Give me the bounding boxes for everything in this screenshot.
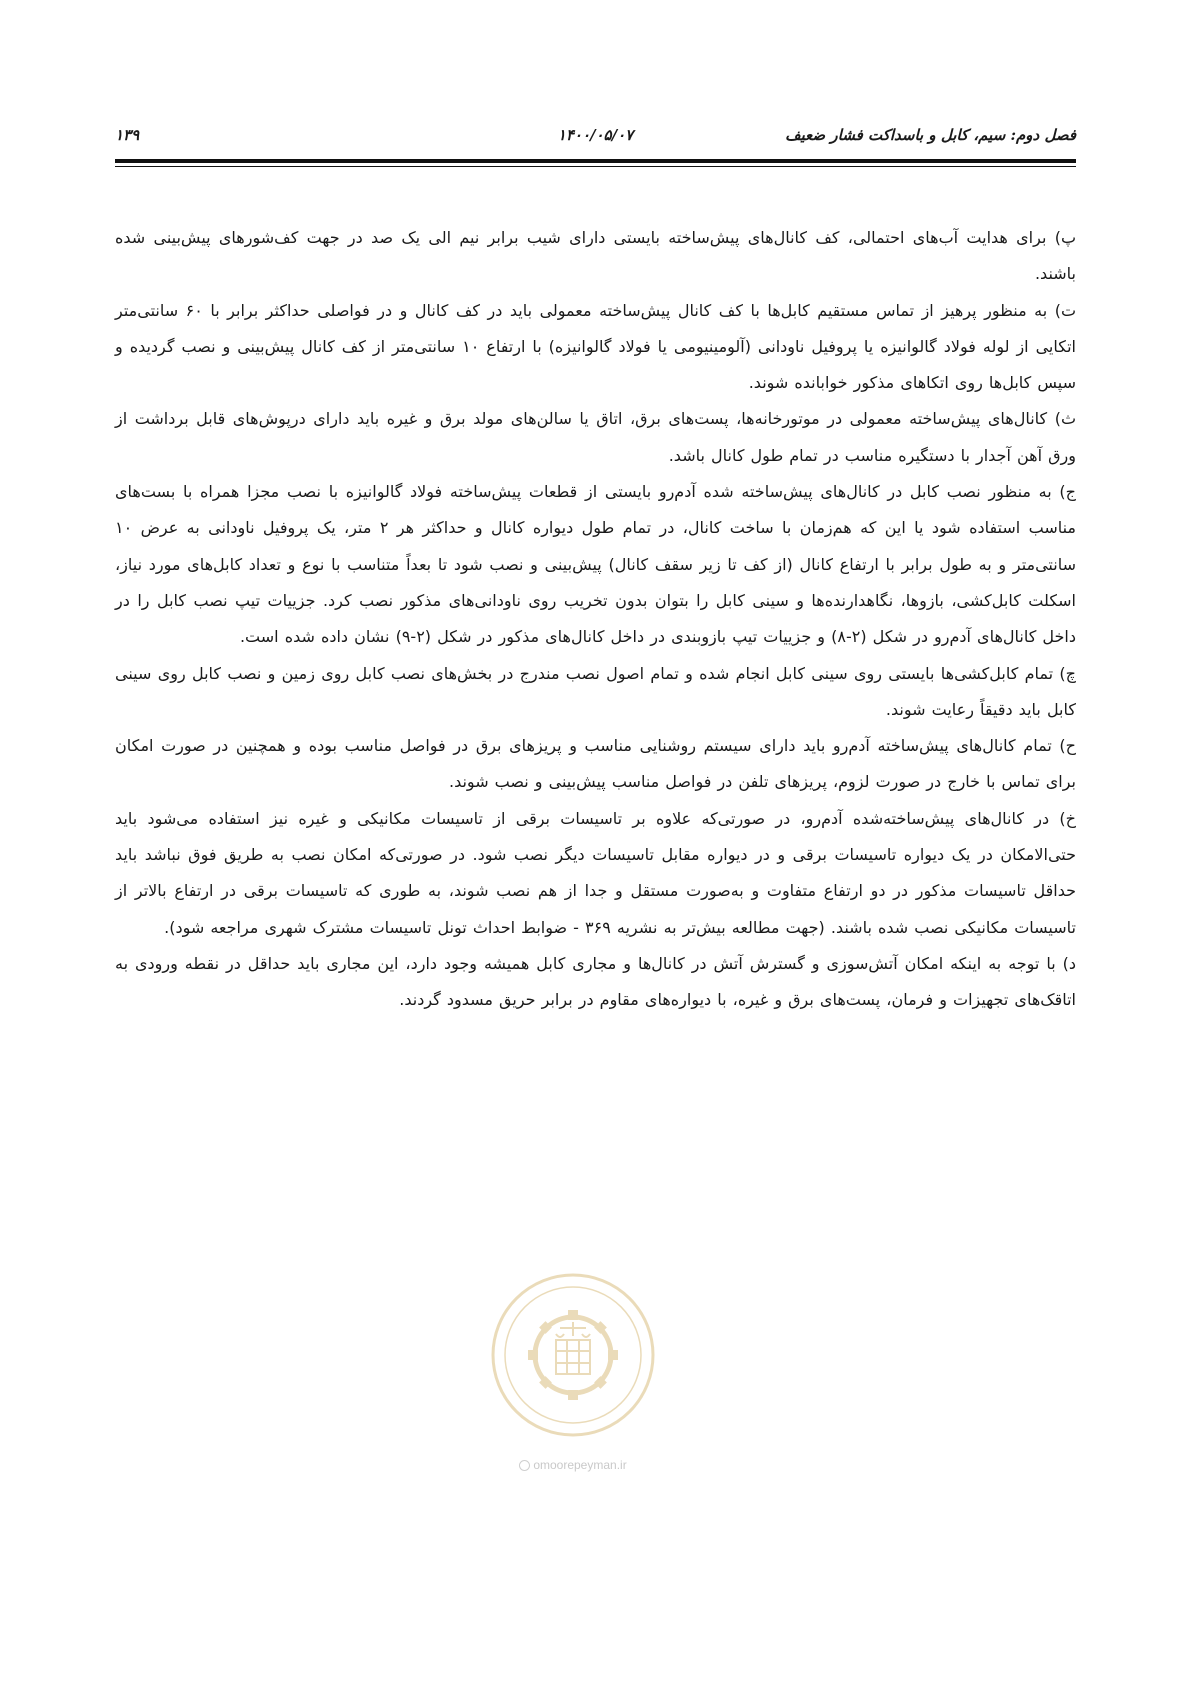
paragraph-dal: د) با توجه به اینکه امکان آتش‌سوزی و گسترش آتش در کانال‌ها و مجاری کابل همیشه وجود دارد، این مجاری باید حداقل در نقطه ورودی به اتاقک‌های تجهیزات و فرمان، پست‌های برق و غیره، با دیواره‌های مقاوم در برابر حریق مسدود گردند.	[115, 953, 1076, 1010]
header-date: ۱۴۰۰/۰۵/۰۷	[557, 126, 634, 144]
body-text	[115, 220, 1076, 1019]
seal-icon	[488, 1270, 658, 1440]
watermark-seal	[488, 1270, 658, 1440]
watermark-url	[488, 1458, 658, 1472]
watermark-url-text: omoorepeyman.ir	[533, 1458, 627, 1472]
paragraph-jim: ج) به منظور نصب کابل در کانال‌های پیش‌ساخته شده آدم‌رو بایستی از قطعات پیش‌ساخته فولاد گالوانیزه با نصب مجزا همراه با بست‌های مناسب استفاده شود یا این که هم‌زمان با ساخت کانال، در تمام طول دیواره کانال و حداکثر هر ۲ متر، یک پروفیل ناودانی به عرض ۱۰ سانتی‌متر و به طول برابر با ارتفاع کانال (از کف تا زیر سقف کانال) پیش‌بینی و نصب شود تا بعداً متناسب با نوع و تعداد کابل‌های مورد نیاز، اسکلت کابل‌کشی، بازوها، نگاهدارنده‌ها و سینی کابل را بتوان بدون تخریب روی ناودانی‌های مذکور نصب کرد. جزییات تیپ نصب کابل را در داخل کانال‌های آدم‌رو در شکل (۲-۸) و جزییات تیپ بازوبندی در داخل کانال‌های مذکور در شکل (۲-۹) نشان داده شده است.	[115, 482, 1077, 647]
header-rule-thin	[115, 166, 1076, 167]
page-number: ۱۳۹	[115, 126, 140, 144]
paragraph-se: ث) کانال‌های پیش‌ساخته معمولی در موتورخانه‌ها، پست‌های برق، اتاق یا سالن‌های مولد برق و غیره باید دارای درپوش‌های قابل برداشت از ورق آهن آجدار با دستگیره مناسب در تمام طول کانال باشد.	[115, 409, 1076, 465]
running-header	[115, 126, 1076, 152]
chapter-title: فصل دوم: سیم، کابل و باسداکت فشار ضعیف	[785, 126, 1076, 144]
paragraph-pe: پ) برای هدایت آب‌های احتمالی، کف کانال‌های پیش‌ساخته بایستی دارای شیب برابر نیم الی یک صد در جهت کف‌شورهای پیش‌بینی شده باشند.	[115, 228, 1076, 284]
paragraph-he: ح) تمام کانال‌های پیش‌ساخته آدم‌رو باید دارای سیستم روشنایی مناسب و پریزهای برق در فواصل مناسب بوده و همچنین در صورت امکان برای تماس با خارج در صورت لزوم، پریزهای تلفن در فواصل مناسب پیش‌بینی و نصب شوند.	[115, 736, 1076, 792]
paragraph-te: ت) به منظور پرهیز از تماس مستقیم کابل‌ها با کف کانال پیش‌ساخته معمولی باید در کف کانال و در فواصلی حداکثر برابر با ۶۰ سانتی‌متر اتکایی از لوله فولاد گالوانیزه یا پروفیل ناودانی (آلومینیومی یا فولاد گالوانیزه) با ارتفاع ۱۰ سانتی‌متر از کف کانال پیش‌بینی و نصب گردیده و سپس کابل‌ها روی اتکاهای مذکور خوابانده شوند.	[115, 300, 1077, 393]
at-icon	[519, 1460, 530, 1471]
header-rule-thick	[115, 159, 1076, 163]
paragraph-che: چ) تمام کابل‌کشی‌ها بایستی روی سینی کابل انجام شده و تمام اصول نصب مندرج در بخش‌های نصب کابل روی زمین و نصب کابل روی سینی کابل باید دقیقاً رعایت شوند.	[115, 663, 1076, 719]
paragraph-khe: خ) در کانال‌های پیش‌ساخته‌شده آدم‌رو، در صورتی‌که علاوه بر تاسیسات برقی از تاسیسات مکانیکی و غیره نیز استفاده می‌شود باید حتی‌الامکان در یک دیواره تاسیسات برقی و در دیواره مقابل تاسیسات دیگر نصب شود. در صورتی‌که امکان نصب به طریق فوق نباشد باید حداقل تاسیسات مذکور در دو ارتفاع متفاوت و به‌صورت مستقل و جدا از هم نصب شوند، به طوری که تاسیسات برقی در ارتفاع بالاتر از تاسیسات مکانیکی نصب شده باشند. (جهت مطالعه بیش‌تر به نشریه ۳۶۹ - ضوابط احداث تونل تاسیسات مشترک شهری مراجعه شود).	[115, 808, 1076, 937]
